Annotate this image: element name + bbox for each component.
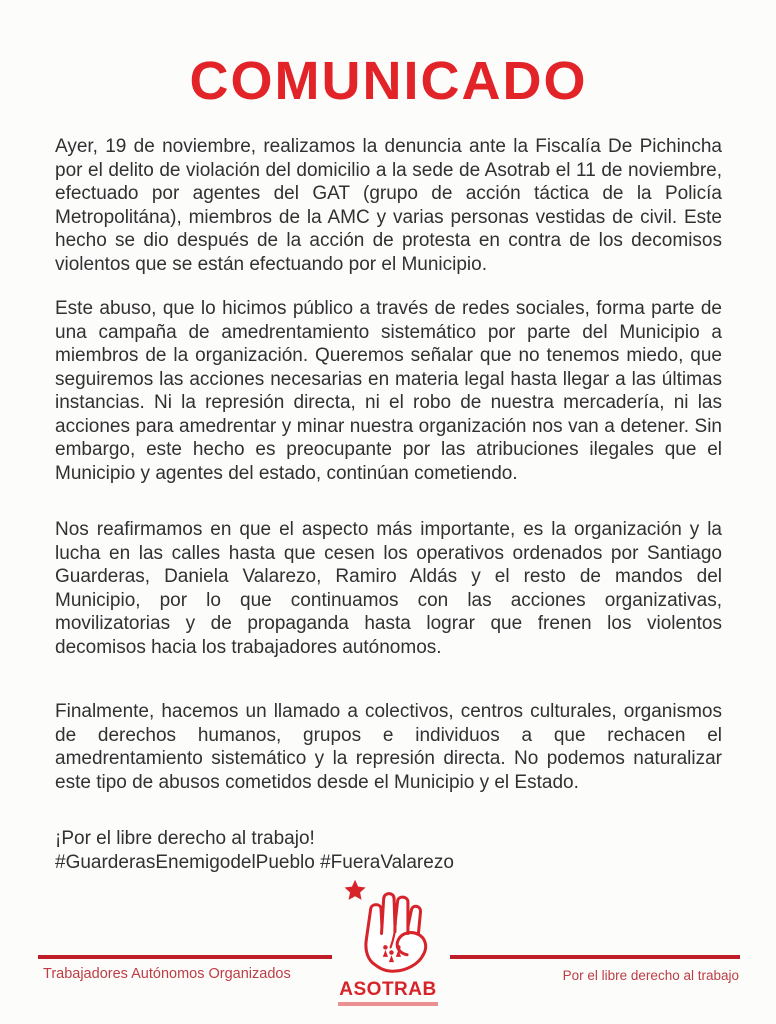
- footer-right-text: Por el libre derecho al trabajo: [562, 968, 739, 983]
- body-paragraph-4: Finalmente, hacemos un llamado a colectivos, centros culturales, organismos de derechos humanos, grupos e individuos a que rechacen el amedrentamiento sistemático y la represión directa. No podemos naturalizar este tipo de abusos cometidos desde el Municipio y el Estado.: [55, 701, 722, 793]
- body-paragraph-3: Nos reafirmamos en que el aspecto más importante, es la organización y la lucha en las calles hasta que cesen los operativos ordenados por Santiago Guarderas, Daniela Valarezo, Ramiro Aldás y el resto de mandos del Municipio, por lo que continuamos con las acciones organizativas, movilizatorias y de propaganda hasta lograr que frenen los violentos decomisos hacia los trabajadores autónomos.: [55, 519, 722, 658]
- hashtags-line: #GuarderasEnemigodelPueblo #FueraValarezo: [55, 852, 454, 873]
- footer-left-rule: [38, 955, 332, 959]
- closing-block: [55, 827, 722, 875]
- footer-left-text: Trabajadores Autónomos Organizados: [43, 966, 291, 982]
- footer-right-rule: [450, 955, 740, 959]
- body-paragraph-1: Ayer, 19 de noviembre, realizamos la denuncia ante la Fiscalía De Pichincha por el delito de violación del domicilio a la sede de Asotrab el 11 de noviembre, efectuado por agentes del GAT (grupo de acción táctica de la Policía Metropolitána), miembros de la AMC y varias personas vestidas de civil. Este hecho se dio después de la acción de protesta en contra de los decomisos violentos que se están efectuando por el Municipio.: [55, 136, 722, 275]
- raised-fist-icon: [340, 878, 436, 982]
- body-paragraph-2: Este abuso, que lo hicimos público a través de redes sociales, forma parte de una campaña de amedrentamiento sistemático por parte del Municipio a miembros de la organización. Queremos señalar que no tenemos miedo, que seguiremos las acciones necesarias en materia legal hasta llegar a las últimas instancias. Ni la represión directa, ni el robo de nuestra mercadería, ni las acciones para amedrentar y minar nuestra organización nos van a detener. Sin embargo, este hecho es preocupante por las atribuciones ilegales que el Municipio y agentes del estado, continúan cometiendo.: [55, 298, 722, 484]
- closing-slogan: ¡Por el libre derecho al trabajo!: [55, 828, 315, 849]
- org-logo: [0, 878, 776, 1006]
- star-icon: [344, 880, 365, 900]
- page-title: COMUNICADO: [189, 51, 588, 111]
- logo-tagline-strip: [338, 1002, 438, 1006]
- logo-wordmark: ASOTRAB: [339, 979, 437, 1000]
